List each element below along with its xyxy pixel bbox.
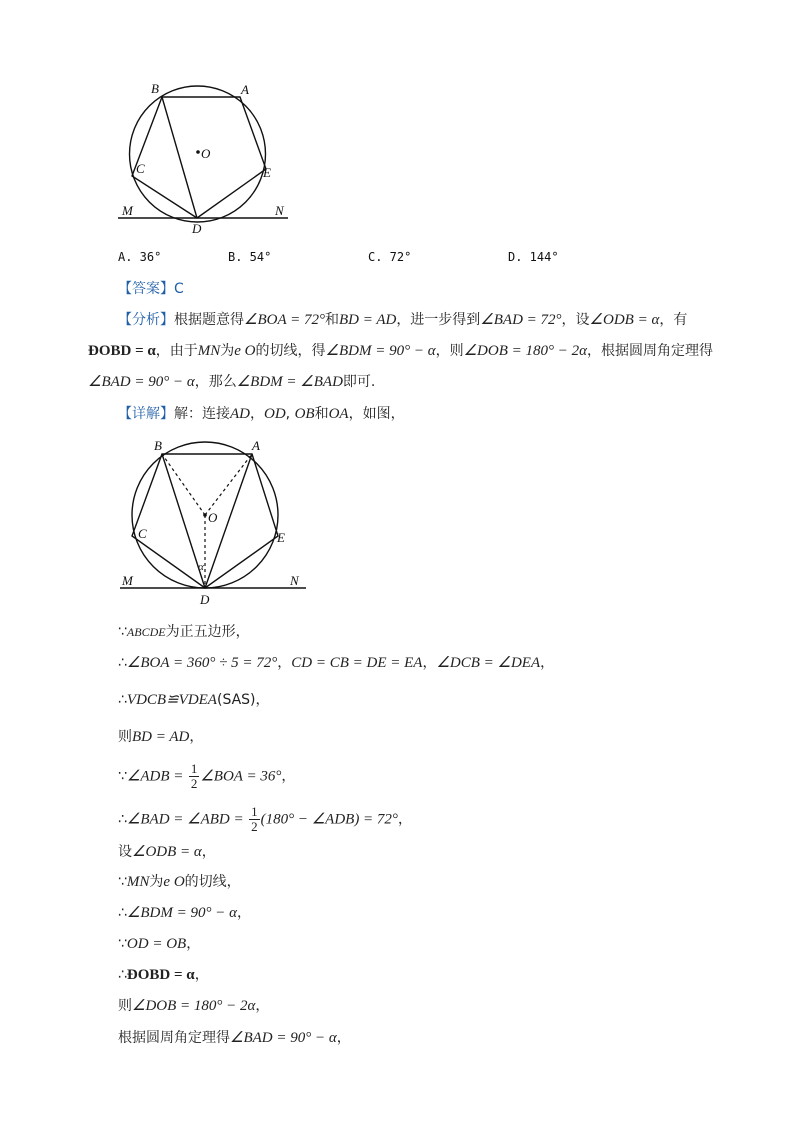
center-point (196, 150, 200, 154)
math: OD = OB (126, 936, 187, 952)
label-b: B (154, 438, 162, 453)
math: (180° − ∠ADB) = 72° (260, 811, 398, 828)
text: ， (250, 406, 264, 422)
text: 解：连接 (174, 406, 230, 422)
text: ∴ (118, 811, 127, 828)
math: ∠BOA = 360° ÷ 5 = 72° (126, 655, 278, 671)
text: ， (255, 998, 270, 1014)
math: CD = CB = DE = EA (291, 655, 423, 671)
label-d: D (200, 592, 210, 607)
math: ∠BOA = 36° (200, 768, 282, 785)
text: 则 (118, 998, 132, 1014)
numerator: 1 (251, 804, 258, 819)
pentagon-abcde (132, 97, 266, 218)
option-b: B. 54° (228, 250, 272, 264)
math: MN (126, 874, 150, 890)
label-n: N (275, 203, 284, 218)
text: ∴ (118, 905, 127, 921)
label-o: O (208, 510, 218, 525)
math: AD (230, 406, 250, 422)
step-4 (118, 727, 203, 747)
step-11 (118, 965, 209, 985)
step-8 (118, 872, 241, 892)
math: ∠BAD = ∠ABD = (126, 811, 244, 828)
math: ∠DOB = 180° − 2α (132, 998, 256, 1014)
math: ∠BAD = 72° (480, 312, 562, 328)
math: ∠BOA = 72° (244, 312, 325, 328)
math: ∠ODB = α (589, 312, 660, 328)
step-5 (118, 762, 295, 791)
math: VDCB≌VDEA (126, 692, 217, 708)
text: ， (255, 692, 270, 708)
text: ， (194, 967, 209, 983)
text: 和 (314, 406, 329, 422)
analysis-tag: 【分析】 (118, 312, 174, 328)
math: e O (163, 874, 185, 890)
text: 为 (220, 343, 235, 359)
fraction-one-half (249, 805, 260, 834)
option-c: C. 72° (368, 250, 412, 264)
math: ∠BAD = 90° − α (88, 374, 195, 390)
label-e: E (263, 165, 271, 180)
math: ∠BDM = 90° − α (126, 905, 237, 921)
label-m: M (122, 203, 133, 218)
answer-tag: 【答案】 (118, 281, 174, 297)
math: ∠DCB = ∠DEA (436, 655, 541, 671)
text: (SAS) (216, 692, 256, 708)
label-c: C (136, 161, 145, 176)
figure-2-construction-diagram (110, 432, 310, 610)
analysis-line-2 (88, 341, 713, 361)
label-a: A (252, 438, 260, 453)
text: ， (397, 811, 412, 828)
text: ， (336, 1030, 351, 1046)
text: ， (281, 768, 296, 785)
numerator: 1 (190, 761, 198, 776)
text: ， (201, 844, 216, 860)
text: 根据题意得 (174, 312, 244, 328)
text: ，则 (435, 343, 464, 359)
label-b: B (151, 81, 159, 96)
denominator: 2 (190, 776, 198, 791)
text: ， (422, 655, 437, 671)
segment-bd (162, 97, 197, 218)
text: ， (540, 655, 555, 671)
text: 为正五边形， (165, 624, 250, 640)
text: ∵ (118, 768, 127, 785)
denominator: 2 (251, 819, 258, 834)
math: ∠ODB = α (132, 844, 202, 860)
math: OB (294, 406, 315, 422)
math: ∠DOB = 180° − 2α (463, 343, 587, 359)
label-o: O (201, 146, 211, 161)
math: ∠ADB = (126, 768, 184, 785)
label-e: E (277, 530, 285, 545)
text: 设 (118, 844, 132, 860)
text: ，有 (659, 312, 688, 328)
option-a: A. 36° (118, 250, 162, 264)
answer-value: C (174, 281, 184, 297)
math: e O (234, 343, 256, 359)
detail-line (118, 404, 405, 424)
text: 和 (324, 312, 339, 328)
text: ，设 (561, 312, 590, 328)
analysis-line-1 (118, 310, 687, 330)
text: 的切线， (184, 874, 241, 890)
text: ，根据圆周角定理得 (586, 343, 713, 359)
step-12 (118, 996, 269, 1016)
math: ∠BAD = 90° − α (230, 1030, 337, 1046)
text: 根据圆周角定理得 (118, 1030, 230, 1046)
math: ÐOBD = α (126, 967, 195, 983)
text: ， (277, 655, 292, 671)
segment-oa (205, 454, 252, 515)
text: ，如图， (348, 406, 405, 422)
text: ， (236, 905, 251, 921)
segment-ob (162, 454, 205, 515)
step-1 (118, 622, 250, 642)
step-10 (118, 934, 200, 954)
math: MN (197, 343, 221, 359)
math: BD = AD (132, 729, 190, 745)
text: 则 (118, 729, 132, 745)
answer-line (118, 279, 184, 299)
step-9 (118, 903, 251, 923)
circle-o (130, 86, 266, 222)
label-a: A (241, 82, 249, 97)
text: ∵ (118, 874, 127, 890)
center-point (203, 513, 207, 517)
text: ∴ (118, 692, 127, 708)
math: ∠BDM = ∠BAD (236, 374, 343, 390)
math: BD = AD (338, 312, 397, 328)
text: ， (186, 936, 201, 952)
text: ，进一步得到 (396, 312, 481, 328)
text: ∴ (118, 967, 127, 983)
math: ABCDE (126, 625, 166, 639)
text: , (285, 406, 295, 422)
step-6 (118, 805, 412, 834)
step-13 (118, 1028, 351, 1048)
fraction-one-half (189, 762, 200, 791)
option-d: D. 144° (508, 250, 559, 264)
label-m: M (122, 573, 133, 588)
text: 为 (149, 874, 164, 890)
math: OD (264, 406, 286, 422)
label-n: N (290, 573, 299, 588)
text: 的切线，得 (255, 343, 326, 359)
step-7 (118, 842, 216, 862)
label-c: C (138, 526, 147, 541)
text: ，那么 (194, 374, 237, 390)
step-2 (118, 653, 554, 673)
math: OA (328, 406, 349, 422)
figure-1-pentagon-diagram (110, 78, 300, 238)
text: ∵ (118, 936, 127, 952)
detail-tag: 【详解】 (118, 406, 174, 422)
text: ∵ (118, 624, 127, 640)
text: 即可. (342, 374, 376, 390)
math: ∠BDM = 90° − α (325, 343, 436, 359)
text: ∴ (118, 655, 127, 671)
math: ÐOBD = α (88, 343, 156, 359)
text: ， (189, 729, 204, 745)
text: ，由于 (155, 343, 198, 359)
step-3 (118, 690, 270, 710)
analysis-line-3 (88, 372, 375, 392)
label-d: D (192, 221, 202, 236)
label-alpha: α (198, 561, 204, 573)
